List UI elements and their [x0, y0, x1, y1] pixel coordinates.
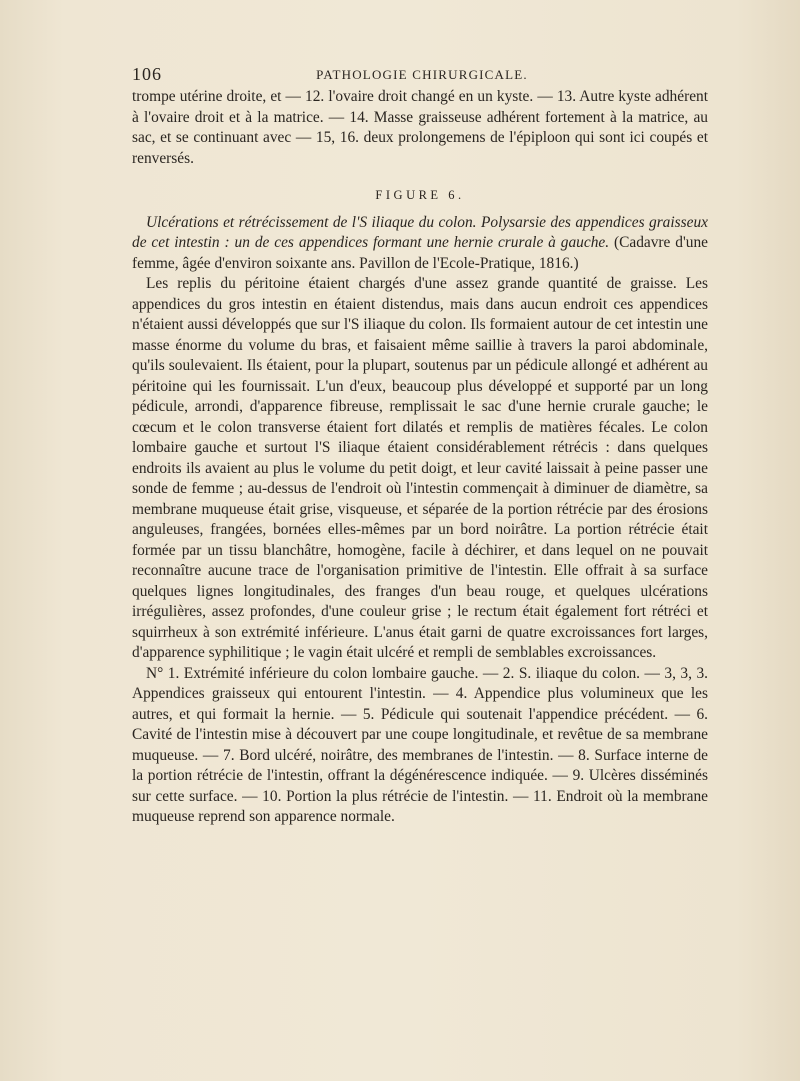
figure-caption-italic: Ulcérations et rétrécissement de l'S iliaque du colon. Polysarsie des appendices graisseux de cet intestin : un de ces appendices formant une hernie crurale à gauche. — [132, 213, 708, 251]
page-number: 106 — [132, 64, 162, 84]
page-body — [132, 87, 708, 828]
description-paragraph: Les replis du péritoine étaient chargés d'une assez grande quantité de graisse. Les appendices du gros intestin en étaient distendus, mais dans aucun endroit ces appendices n'étaient aussi développés que sur l'S iliaque du colon. Ils formaient autour de cet intestin une masse énorme du volume du bras, et faisaient même saillie à travers la paroi abdominale, qu'ils soulevaient. Ils étaient, pour la plupart, soutenus par un pédicule allongé et adhérent au péritoine qui les fournissait. L'un d'eux, beaucoup plus développé et supporté par un long pédicule, arrondi, d'apparence fibreuse, remplissait le sac d'une hernie crurale gauche; le cœcum et le colon transverse étaient fort dilatés et remplis de matières fécales. Le colon lombaire gauche et surtout l'S iliaque étaient considérablement rétrécis : dans quelques endroits ils avaient au plus le volume du petit doigt, et leur cavité laissait à peine passer une sonde de femme ; au-dessus de l'endroit où l'intestin commençait à diminuer de diamètre, sa membrane muqueuse était grise, visqueuse, et séparée de la portion rétrécie par des érosions anguleuses, frangées, bornées elles-mêmes par un bord noirâtre. La portion rétrécie était formée par un tissu blanchâtre, homogène, facile à déchirer, et dans lequel on ne pouvait reconnaître aucune trace de l'organisation primitive de l'intestin. Elle offrait à sa surface quelques lignes longitudinales, des franges d'un beau rouge, et quelques ulcérations irrégulières, assez profondes, d'une couleur grise ; le rectum était également fort rétréci et squirrheux à son extrémité inférieure. L'anus était garni de quatre excroissances fort larges, d'apparence syphilitique ; le vagin était ulcéré et rempli de semblables excroissances. — [132, 275, 708, 661]
figure-caption-roman: (Cadavre d'une femme, âgée d'environ soixante ans. Pavillon de l'Ecole-Pratique, 1816.) — [132, 234, 708, 272]
figure-caption — [132, 213, 708, 275]
intro-paragraph: trompe utérine droite, et — 12. l'ovaire droit changé en un kyste. — 13. Autre kyste adhérent à l'ovaire droit et à la matrice. — 14. Masse graisseuse adhérent fortement à la matrice, au sac, et se continuant avec — 15, 16. deux prolongemens de l'épiploon qui sont ici coupés et renversés. — [132, 88, 708, 167]
page-header — [132, 64, 712, 88]
running-title: PATHOLOGIE CHIRURGICALE. — [316, 67, 528, 82]
figure-heading: FIGURE 6. — [375, 188, 465, 202]
legend-paragraph: N° 1. Extrémité inférieure du colon lombaire gauche. — 2. S. iliaque du colon. — 3, 3, 3. Appendices graisseux qui entourent l'intestin. — 4. Appendice plus volumineux que les autres, et qui formait la hernie. — 5. Pédicule qui soutenait l'appendice précédent. — 6. Cavité de l'intestin mise à découvert par une coupe longitudinale, et revêtue de sa membrane muqueuse. — 7. Bord ulcéré, noirâtre, des membranes de l'intestin. — 8. Surface interne de la portion rétrécie de l'intestin, offrant la dégénérescence indiquée. — 9. Ulcères disséminés sur cette surface. — 10. Portion la plus rétrécie de l'intestin. — 11. Endroit où la membrane muqueuse reprend son apparence normale. — [132, 664, 708, 825]
